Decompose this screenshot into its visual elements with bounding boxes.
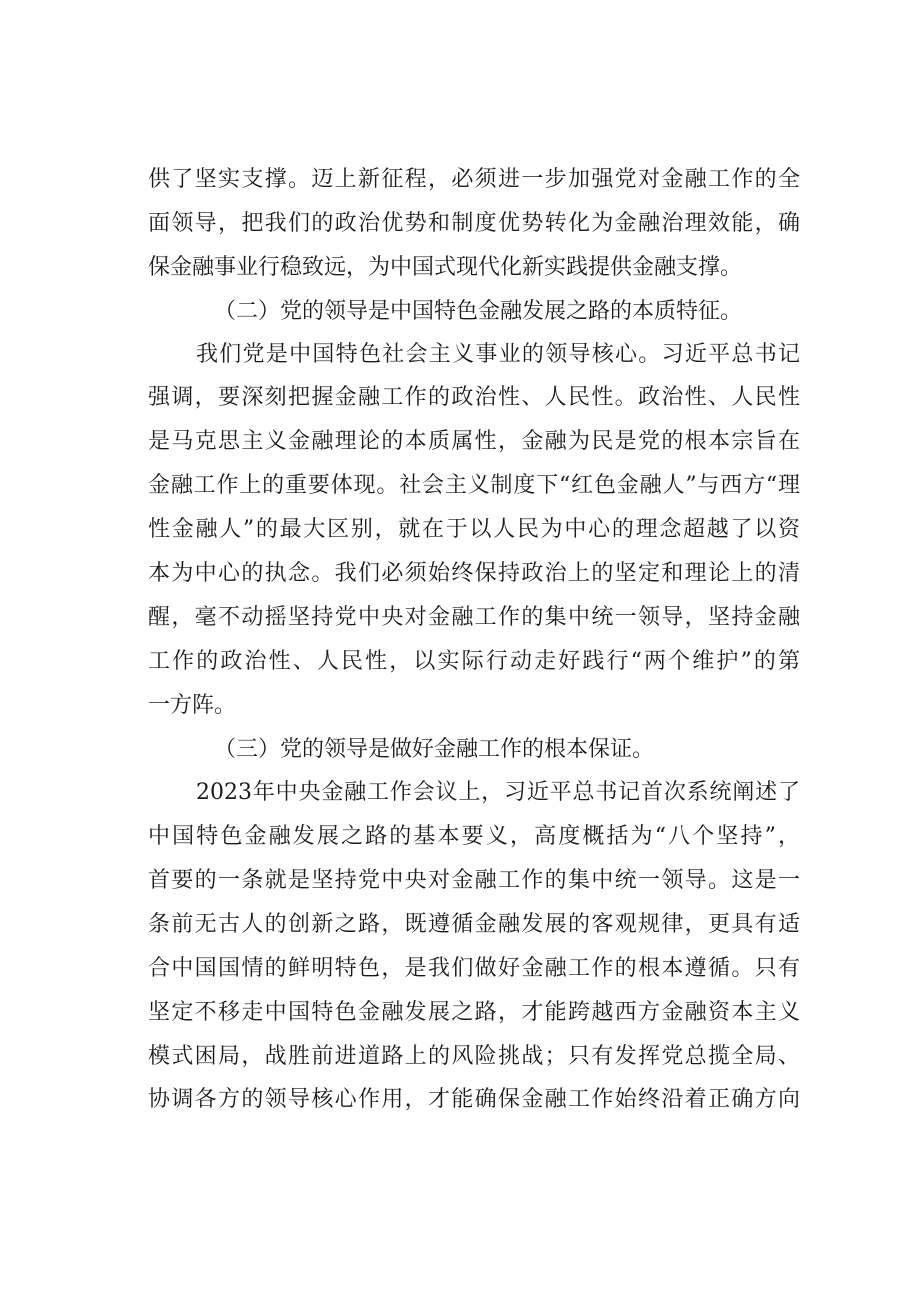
paragraph-2-line-5: 性金融人”的最大区别，就在于以人民为中心的理念超越了以资 [148, 517, 800, 542]
paragraph-1-line-2: 面领导，把我们的政治优势和制度优势转化为金融治理效能，确 [148, 211, 800, 236]
paragraph-3-line-3: 首要的一条就是坚持党中央对金融工作的集中统一领导。这是一 [148, 868, 800, 893]
paragraph-2-line-8: 工作的政治性、人民性，以实际行动走好践行“两个维护”的第 [148, 649, 800, 674]
paragraph-1-line-3: 保金融事业行稳致远，为中国式现代化新实践提供金融支撑。 [148, 255, 743, 280]
paragraph-2-line-4: 金融工作上的重要体现。社会主义制度下“红色金融人”与西方“理 [148, 473, 800, 498]
paragraph-3-line-8: 协调各方的领导核心作用，才能确保金融工作始终沿着正确方向 [148, 1087, 800, 1112]
paragraph-2-line-9: 一方阵。 [148, 693, 237, 718]
paragraph-3-line-4: 条前无古人的创新之路，既遵循金融发展的客观规律，更具有适 [148, 912, 800, 937]
paragraph-2-line-2: 强调，要深刻把握金融工作的政治性、人民性。政治性、人民性 [148, 385, 800, 410]
paragraph-3-line-6: 坚定不移走中国特色金融发展之路，才能跨越西方金融资本主义 [148, 1000, 800, 1025]
paragraph-2-line-3: 是马克思主义金融理论的本质属性，金融为民是党的根本宗旨在 [148, 429, 800, 454]
section-heading-2: （二）党的领导是中国特色金融发展之路的本质特征。 [214, 299, 743, 324]
paragraph-1-line-1: 供了坚实支撑。迈上新征程，必须进一步加强党对金融工作的全 [148, 167, 800, 192]
paragraph-3-line-1: 2023年中央金融工作会议上，习近平总书记首次系统阐述了 [196, 780, 800, 805]
paragraph-3-line-7: 模式困局，战胜前进道路上的风险挑战；只有发挥党总揽全局、 [148, 1044, 800, 1069]
paragraph-3-line-2: 中国特色金融发展之路的基本要义，高度概括为“八个坚持”， [148, 824, 800, 849]
paragraph-3-line-5: 合中国国情的鲜明特色，是我们做好金融工作的根本遵循。只有 [148, 956, 800, 981]
paragraph-2-line-6: 本为中心的执念。我们必须始终保持政治上的坚定和理论上的清 [148, 561, 800, 586]
paragraph-2-line-1: 我们党是中国特色社会主义事业的领导核心。习近平总书记 [196, 342, 800, 367]
paragraph-2-line-7: 醒，毫不动摇坚持党中央对金融工作的集中统一领导，坚持金融 [148, 605, 800, 630]
section-heading-3: （三）党的领导是做好金融工作的根本保证。 [214, 737, 655, 762]
